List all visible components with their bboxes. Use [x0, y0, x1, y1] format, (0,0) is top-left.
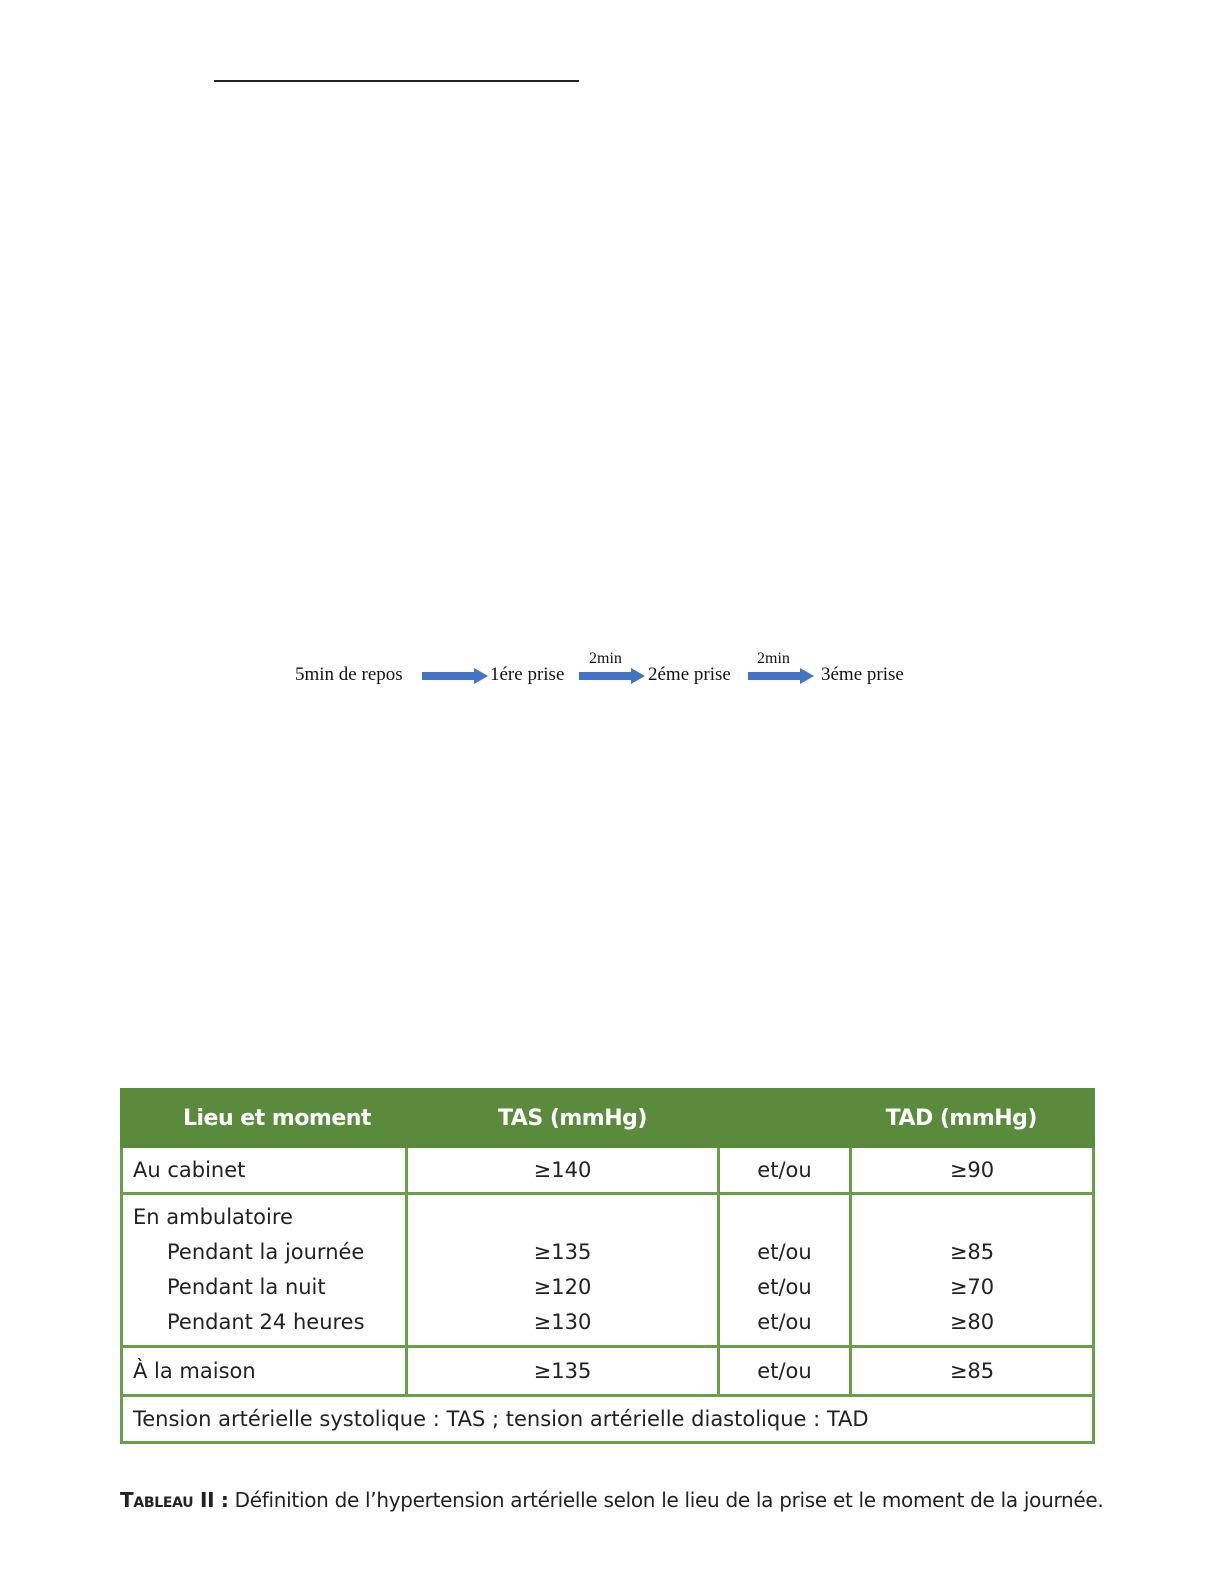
- flow-arrow-label-2: 2min: [589, 650, 622, 667]
- table-header-row: [122, 1090, 1094, 1147]
- row-label: Au cabinet: [122, 1147, 407, 1194]
- tad-value: ≥70: [949, 1275, 995, 1299]
- flow-step-first: 1ére prise: [490, 664, 565, 685]
- flow-step-rest: 5min de repos: [295, 664, 403, 685]
- hypertension-definition-table: [120, 1088, 1095, 1444]
- table-footnote-row: [122, 1396, 1094, 1443]
- flow-arrow-1: [422, 668, 488, 684]
- conj-value: et/ou: [757, 1310, 812, 1334]
- header-conj: [719, 1090, 851, 1147]
- flow-arrow-label-3: 2min: [757, 650, 790, 667]
- conj-value: et/ou: [757, 1275, 812, 1299]
- tas-value: ≥135: [533, 1240, 592, 1264]
- table-caption: [120, 1488, 1120, 1512]
- row-label: À la maison: [122, 1347, 407, 1396]
- sub-row-label: Pendant 24 heures: [167, 1310, 365, 1334]
- tas-value: ≥140: [407, 1147, 719, 1194]
- tad-value: ≥80: [949, 1310, 995, 1334]
- caption-tag: Tableau II :: [120, 1488, 229, 1512]
- tad-value: ≥85: [949, 1240, 995, 1264]
- flow-step-third: 3éme prise: [821, 664, 904, 685]
- table-row: [122, 1194, 1094, 1347]
- conj-values: [719, 1194, 851, 1347]
- tad-values: [851, 1194, 1094, 1347]
- conj-value: et/ou: [719, 1347, 851, 1396]
- table-row: [122, 1347, 1094, 1396]
- tad-value: ≥85: [851, 1347, 1094, 1396]
- header-tas: TAS (mmHg): [407, 1090, 719, 1147]
- row-label-ambulatory: [122, 1194, 407, 1347]
- conj-value: et/ou: [757, 1240, 812, 1264]
- caption-text: Définition de l’hypertension artérielle selon le lieu de la prise et le moment de la journée.: [228, 1488, 1104, 1512]
- flow-arrow-3: [748, 668, 814, 684]
- tas-value: ≥130: [533, 1310, 592, 1334]
- tad-value: ≥90: [851, 1147, 1094, 1194]
- tas-values: [407, 1194, 719, 1347]
- conj-value: et/ou: [719, 1147, 851, 1194]
- header-location: Lieu et moment: [122, 1090, 407, 1147]
- top-rule: [214, 80, 579, 82]
- table-row: [122, 1147, 1094, 1194]
- tas-value: ≥135: [407, 1347, 719, 1396]
- row-label: En ambulatoire: [133, 1205, 293, 1229]
- table-footnote: Tension artérielle systolique : TAS ; tension artérielle diastolique : TAD: [122, 1396, 1094, 1443]
- header-tad: TAD (mmHg): [851, 1090, 1094, 1147]
- flow-arrow-2: [579, 668, 645, 684]
- sub-row-label: Pendant la journée: [167, 1240, 365, 1264]
- measurement-flow-diagram: [0, 648, 1224, 698]
- tas-value: ≥120: [533, 1275, 592, 1299]
- sub-row-label: Pendant la nuit: [167, 1275, 326, 1299]
- flow-step-second: 2éme prise: [648, 664, 731, 685]
